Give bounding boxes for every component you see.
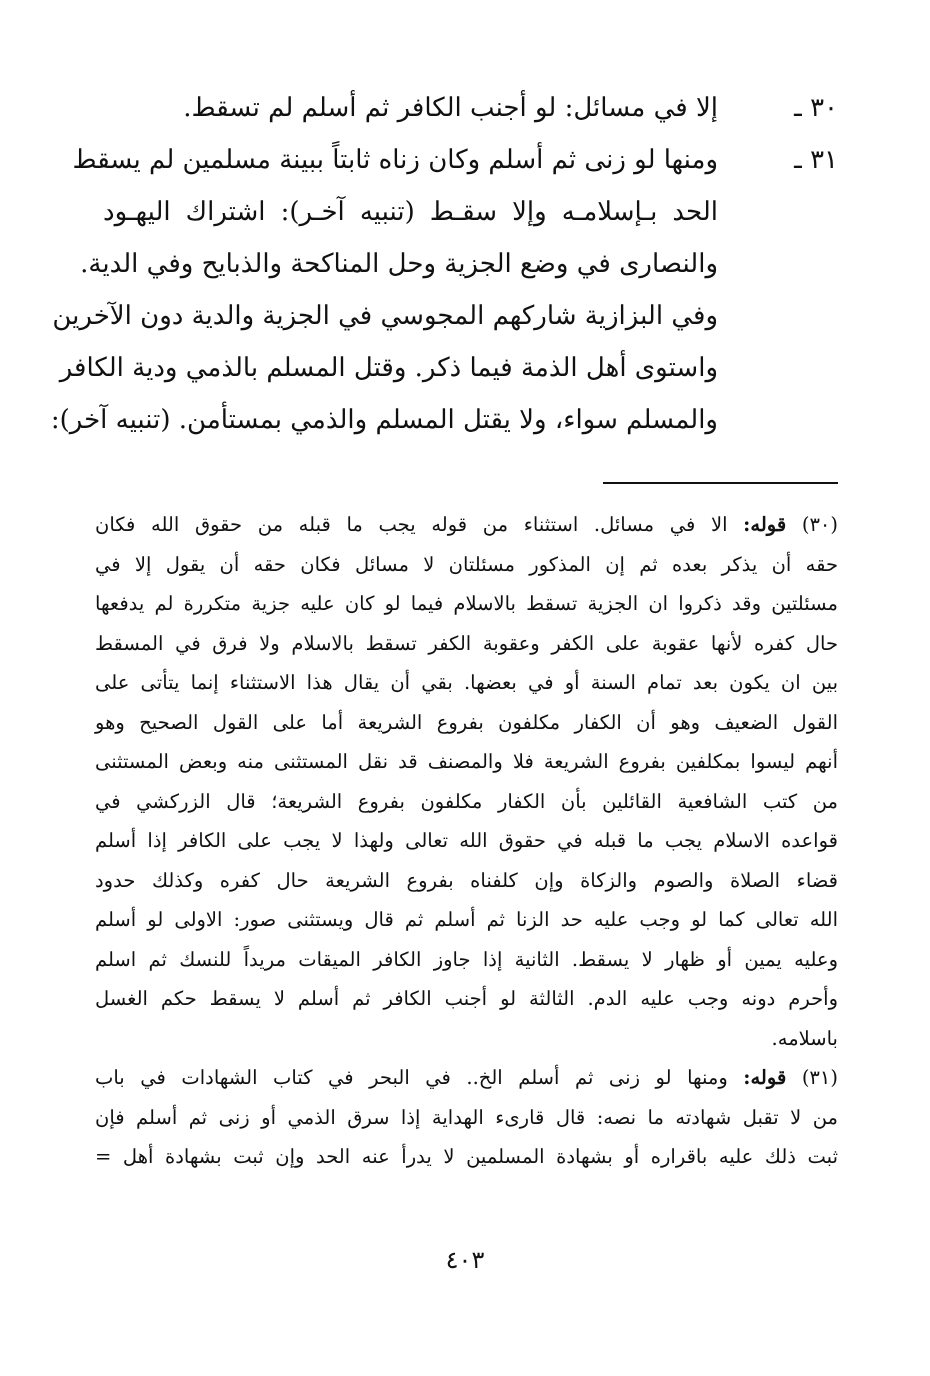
text-line: والنصارى في وضع الجزية وحل المناكحة والذبايح وفي الدية. [80,249,718,279]
footnote-line: حال كفره لأنها عقوبة على الكفر وعقوبة الكفر تسقط بالاسلام ولا فرق في المسقط [95,631,838,655]
footnote-30 [95,505,838,1058]
entry-body [50,134,718,446]
footnote-line: بين ان يكون بعد تمام السنة أو في بعضها. بقي أن يقال هذا الاستثناء إنما يتأتى على [95,671,838,694]
footnote-line: مسئلتين وقد ذكروا ان الجزية تسقط بالاسلام فيما لو كان عليه جزية متكررة لم يدفعها [95,592,838,615]
footnote-line: من لا تقبل شهادته ما نصه: قال قارىء الهداية إذا سرق الذمي أو زنى ثم أسلم فإن [95,1105,838,1129]
footnote-line: قضاء الصلاة والصوم والزكاة وإن كلفناه بفروع الشريعة حال كفره وكذلك حدود [95,868,838,892]
footnote-label: قوله: [743,513,787,536]
footnote-line: حقه أن يذكر بعده ثم إن المذكور مسئلتان لا مسائل فكان حقه أن يقول إلا في [95,552,838,576]
footnote-line: الله تعالى كما لو وجب عليه حد الزنا ثم أسلم ثم قال ويستثنى صور: الاولى لو أسلم [95,908,838,931]
entry-number: ٣١ ـ [794,145,838,175]
footnote-line: وأحرم دونه وجب عليه الدم. الثالثة لو أجنب الكافر ثم أسلم لا يسقط حكم الغسل [95,987,838,1010]
footnote-line: ثبت ذلك عليه باقراره أو بشهادة المسلمين لا يدرأ عنه الحد وإن ثبت بشهادة أهل = [95,1145,838,1168]
footnote-line: قواعده الاسلام يجب ما قبله في حقوق الله تعالى ولهذا لا يجب على الكافر إذا أسلم [95,829,838,852]
footnote-line: وعليه يمين أو ظهار لا يسقط. الثانية إذا جاوز الكافر الميقات مريداً للنسك ثم اسلم [95,947,838,971]
footnote-marker: (٣١) [801,1066,838,1089]
text-line: وفي البزازية شاركهم المجوسي في الجزية والدية دون الآخرين [52,301,718,331]
main-text [50,82,838,446]
footnote-line: أنهم ليسوا بمكلفين بفروع الشريعة فلا والمصنف قد نقل المستثنى منه وبعض المستثنى [95,750,838,773]
entry-30 [103,82,838,134]
footnote-31 [95,1058,838,1177]
footnote-line: القول الضعيف وهو أن الكفار مكلفون بفروع الشريعة أما على القول الصحيح وهو [95,710,838,734]
footnote-line: باسلامه. [771,1026,838,1050]
text-line: الحد بـإسلامـه وإلا سقـط (تنبيه آخـر): اشتراك اليهـود [103,197,718,227]
page-number: ٤٠٣ [445,1246,485,1274]
entry-number: ٣٠ ـ [794,93,838,123]
footnote-marker: (٣٠) [801,513,839,536]
footnote-separator [603,482,838,484]
footnotes [95,505,838,1177]
footnote-text: ومنها لو زنى ثم أسلم الخ.. في البحر في كتاب الشهادات في باب [95,1066,728,1089]
text-line: إلا في مسائل: لو أجنب الكافر ثم أسلم لم تسقط. [183,93,718,123]
footnote-line [95,1058,838,1098]
text-line: واستوى أهل الذمة فيما ذكر. وقتل المسلم بالذمي ودية الكافر [59,353,718,383]
footnote-label: قوله: [743,1066,787,1089]
footnote-line [95,505,838,545]
entry-body [103,82,718,134]
footnote-text: الا في مسائل. استثناء من قوله يجب ما قبله من حقوق الله فكان [95,513,728,536]
text-line: والمسلم سواء، ولا يقتل المسلم والذمي بمستأمن. (تنبيه آخر): [50,405,718,435]
entry-31 [50,134,838,446]
footnote-line: من كتب الشافعية القائلين بأن الكفار مكلفون بفروع الشريعة؛ قال الزركشي في [95,789,838,813]
text-line: ومنها لو زنى ثم أسلم وكان زناه ثابتاً ببينة مسلمين لم يسقط [72,145,718,175]
